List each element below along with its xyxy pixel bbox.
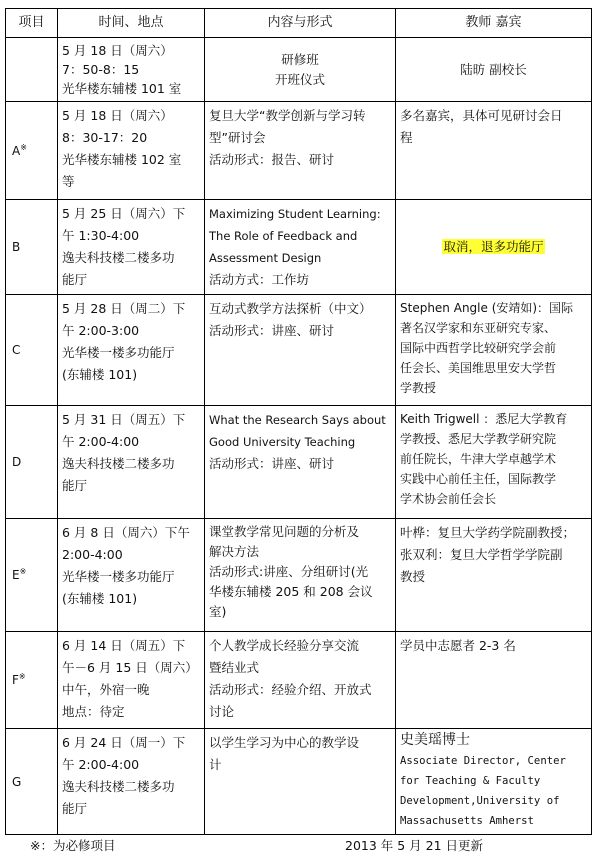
row-id: B (6, 200, 58, 295)
footer-updated: 2013 年 5 月 21 日更新 (345, 838, 484, 853)
row-time: 6 月 8 日（周六）下午 2:00-4:00 光华楼一楼多功能厅 (东辅楼 101) (58, 519, 205, 632)
row-guest: 学员中志愿者 2-3 名 (396, 632, 592, 729)
schedule-table (5, 8, 592, 835)
row-content: 课堂教学常见问题的分析及 解决方法 活动形式:讲座、分组研讨(光 华楼东辅楼 205 和 208 会议 室) (205, 519, 396, 632)
row-time: 5 月 18 日（周六） 8：30-17：20 光华楼东辅楼 102 室 等 (58, 102, 205, 200)
row-time: 5 月 18 日（周六） 7：50-8：15 光华楼东辅楼 101 室 (58, 38, 205, 102)
row-content: 互动式教学方法探析（中文） 活动形式：讲座、研讨 (205, 295, 396, 406)
required-mark: ※ (19, 567, 27, 576)
row-guest: 史美瑶博士 Associate Director, Center for Teaching & Faculty Development,University of Massachusetts Amherst (396, 729, 592, 835)
row-id: E※ (6, 519, 58, 632)
table-row (6, 519, 592, 632)
row-guest: 陆昉 副校长 (396, 38, 592, 102)
row-id: F※ (6, 632, 58, 729)
table-row (6, 200, 592, 295)
row-id (6, 38, 58, 102)
row-id: G (6, 729, 58, 835)
header-content-format: 内容与形式 (205, 9, 396, 38)
table-row (6, 729, 592, 835)
header-time-location: 时间、地点 (58, 9, 205, 38)
table-row (6, 38, 592, 102)
header-teacher-guest: 教师 嘉宾 (396, 9, 592, 38)
row-guest: Keith Trigwell ：悉尼大学教育 学教授、悉尼大学教学研究院 前任院长，牛津大学卓越学术 实践中心前任主任，国际教学 学术协会前任会长 (396, 406, 592, 519)
table-row (6, 102, 592, 200)
row-guest: Stephen Angle (安靖如)：国际 著名汉学家和东亚研究专家、 国际中西哲学比较研究学会前 任会长、美国维思里安大学哲 学教授 (396, 295, 592, 406)
required-mark: ※ (18, 672, 26, 681)
guest-title: 史美瑶博士 (400, 732, 470, 748)
row-guest: 多名嘉宾，具体可见研讨会日 程 (396, 102, 592, 200)
table-row (6, 632, 592, 729)
row-guest (396, 200, 592, 295)
row-id: A※ (6, 102, 58, 200)
header-item: 项目 (6, 9, 58, 38)
row-content: 研修班 开班仪式 (205, 38, 396, 102)
row-content: 以学生学习为中心的教学设 计 (205, 729, 396, 835)
required-mark: ※ (20, 142, 27, 152)
row-id: D (6, 406, 58, 519)
row-time: 5 月 28 日（周二）下 午 2:00-3:00 光华楼一楼多功能厅 (东辅楼 101) (58, 295, 205, 406)
row-content: 复旦大学“教学创新与学习转 型”研讨会 活动形式：报告、研讨 (205, 102, 396, 200)
row-time: 5 月 25 日（周六）下 午 1:30-4:00 逸夫科技楼二楼多功 能厅 (58, 200, 205, 295)
row-guest: 叶桦：复旦大学药学院副教授； 张双利：复旦大学哲学学院副 教授 (396, 519, 592, 632)
row-time: 6 月 14 日（周五）下 午－6 月 15 日（周六） 中午，外宿一晚 地点：待定 (58, 632, 205, 729)
header-row (6, 9, 592, 38)
table-row (6, 406, 592, 519)
row-time: 5 月 31 日（周五）下 午 2:00-4:00 逸夫科技楼二楼多功 能厅 (58, 406, 205, 519)
row-content: 个人教学成长经验分享交流 暨结业式 活动形式：经验介绍、开放式 讨论 (205, 632, 396, 729)
row-time: 6 月 24 日（周一）下 午 2:00-4:00 逸夫科技楼二楼多功 能厅 (58, 729, 205, 835)
table-row (6, 295, 592, 406)
row-id: C (6, 295, 58, 406)
row-content: Maximizing Student Learning: The Role of Feedback and Assessment Design 活动方式：工作坊 (205, 200, 396, 295)
footer-note: ※：为必修项目 (30, 838, 116, 853)
cancelled-badge: 取消，退多功能厅 (443, 239, 544, 254)
row-content: What the Research Says about Good University Teaching 活动形式：讲座、研讨 (205, 406, 396, 519)
